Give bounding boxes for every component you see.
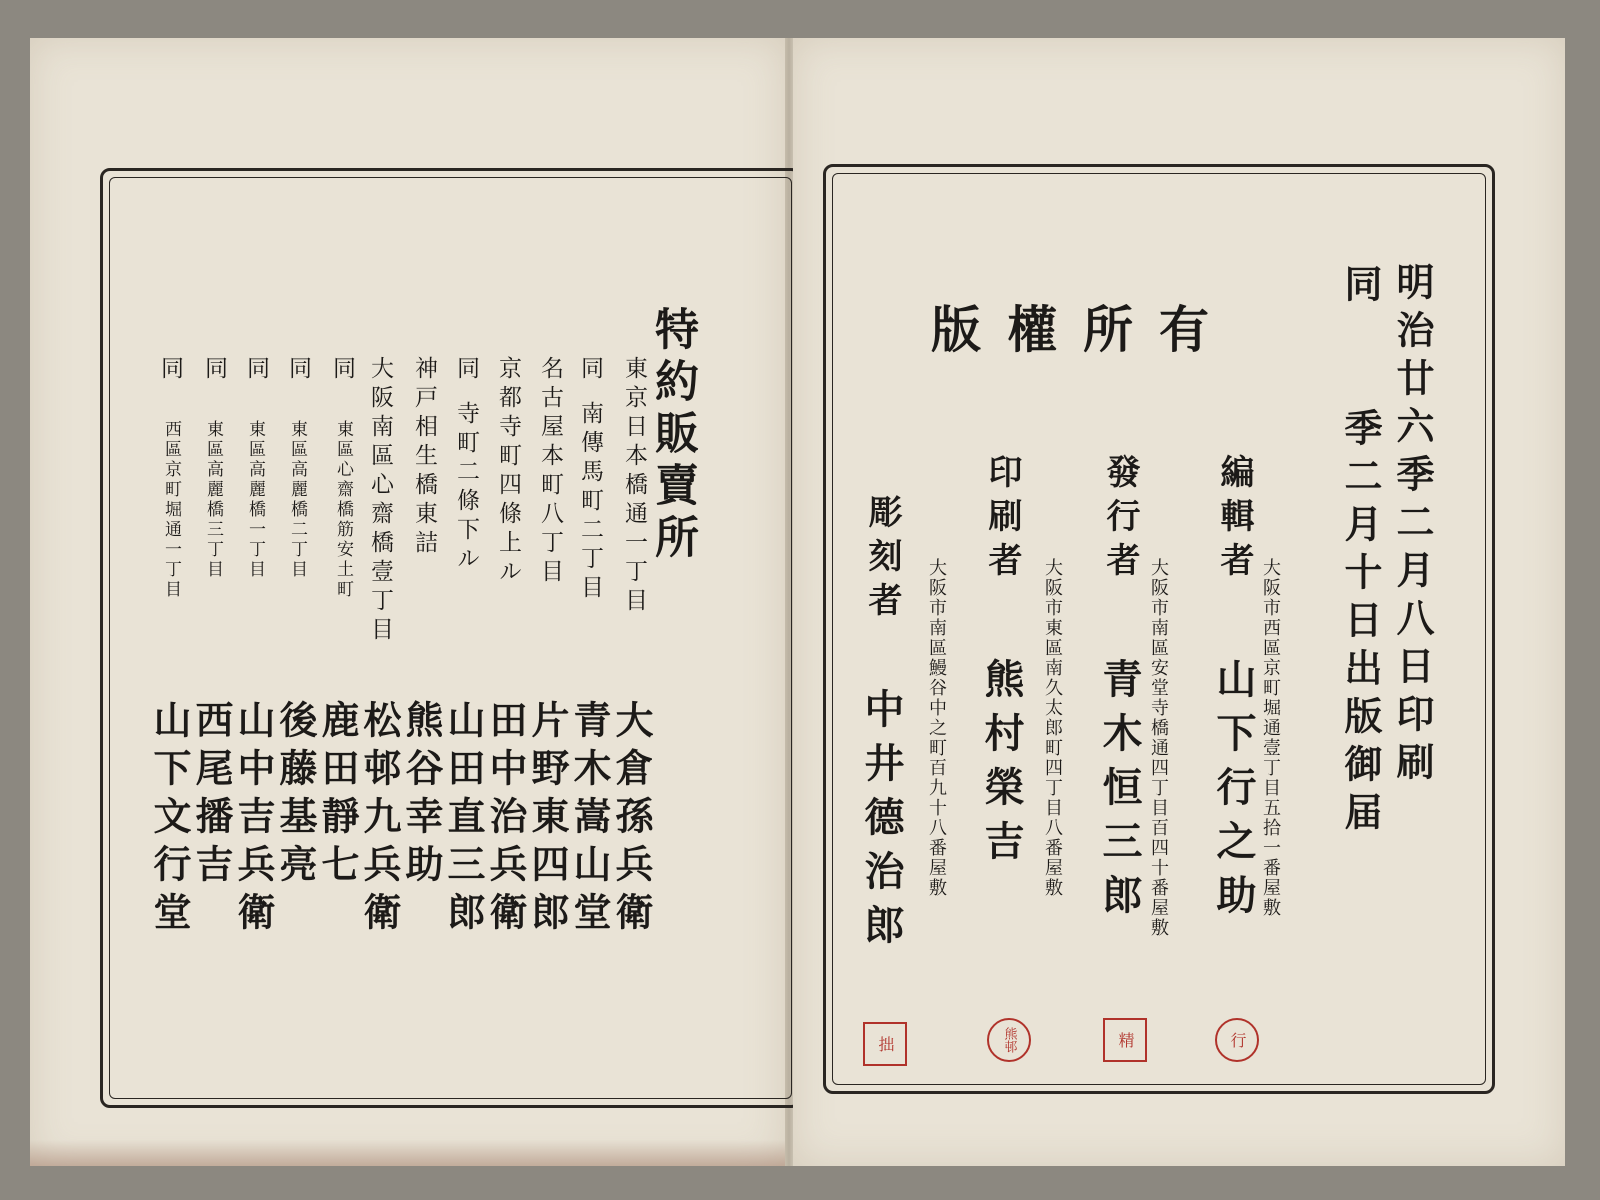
editor-address: 大阪市西區京町堀通壹丁目五拾一番屋敷 [1260, 558, 1281, 918]
printer-seal: 熊邨 [987, 1018, 1031, 1062]
distributor-address: 東區高麗橋一丁目 [245, 420, 265, 580]
distributor-address: 東區高麗橋二丁目 [287, 420, 307, 580]
distributor-address-ditto: 同 [157, 356, 183, 385]
distributor-name: 松邨九兵衛 [357, 700, 402, 940]
distributor-address: 同南傳馬町二丁目 [577, 356, 603, 604]
distributor-address-ditto: 同 [285, 356, 311, 385]
distributor-name: 大倉孫兵衛 [609, 700, 654, 940]
right-page [793, 38, 1565, 1166]
distributor-name: 鹿田靜七 [315, 700, 360, 892]
editor-name: 山下行之助 [1210, 658, 1257, 928]
distributor-name: 山田直三郎 [441, 700, 486, 940]
engraver-seal: 拙 [863, 1022, 907, 1066]
publisher-address: 大阪市南區安堂寺橋通四丁目百四十番屋敷 [1148, 558, 1169, 938]
printer-address: 大阪市東區南久太郎町四丁目八番屋敷 [1042, 558, 1063, 898]
role-printer: 印刷者 [982, 454, 1022, 586]
distributor-address: 名古屋本町八丁目 [537, 356, 563, 588]
distributor-name: 後藤基亮 [273, 700, 318, 892]
distributor-name: 山下文行堂 [147, 700, 192, 940]
distributor-name: 熊谷幸助 [399, 700, 444, 892]
engraver-address: 大阪市南區鰻谷中之町百九十八番屋敷 [926, 558, 947, 898]
distributor-address: 京都寺町四條上ル [495, 356, 521, 588]
publisher-name: 青木恒三郎 [1096, 658, 1143, 928]
publication-date-ditto: 同 [1338, 264, 1383, 302]
engraver-name: 中井德治郎 [858, 688, 905, 958]
distributor-address: 東京日本橋通一丁目 [621, 356, 647, 617]
publisher-seal: 精 [1103, 1018, 1147, 1062]
role-publisher: 發行者 [1100, 454, 1140, 586]
left-page-edge [30, 1140, 785, 1166]
role-engraver: 彫刻者 [862, 494, 902, 626]
distributor-name: 山中吉兵衛 [231, 700, 276, 940]
distributor-address: 東區心齋橋筋安土町 [333, 420, 353, 600]
distributor-name: 西尾播吉 [189, 700, 234, 892]
distributor-name: 片野東四郎 [525, 700, 570, 940]
editor-seal: 行 [1215, 1018, 1259, 1062]
copyright-notice: 版權所有 [931, 300, 1235, 359]
distributor-address: 大阪南區心齋橋壹丁目 [367, 356, 393, 646]
distributor-address: 神戸相生橋東詰 [411, 356, 437, 559]
printing-date: 明治廿六季二月八日印刷 [1390, 262, 1435, 790]
distributor-address-ditto: 同 [201, 356, 227, 385]
left-page [30, 38, 785, 1166]
distributor-name: 田中治兵衛 [483, 700, 528, 940]
distributor-address: 東區高麗橋三丁目 [203, 420, 223, 580]
distributor-address: 西區京町堀通一丁目 [161, 420, 181, 600]
role-editor: 編輯者 [1214, 454, 1254, 586]
distributor-address-ditto: 同 [243, 356, 269, 385]
distributor-address-ditto: 同 [329, 356, 355, 385]
page-title-distributors: 特約販賣所 [647, 306, 698, 566]
distributor-name: 青木嵩山堂 [567, 700, 612, 940]
distributor-address: 同寺町二條下ル [453, 356, 479, 575]
printer-name: 熊村榮吉 [978, 658, 1025, 874]
publication-date: 季二月十日出版御届 [1338, 408, 1383, 840]
